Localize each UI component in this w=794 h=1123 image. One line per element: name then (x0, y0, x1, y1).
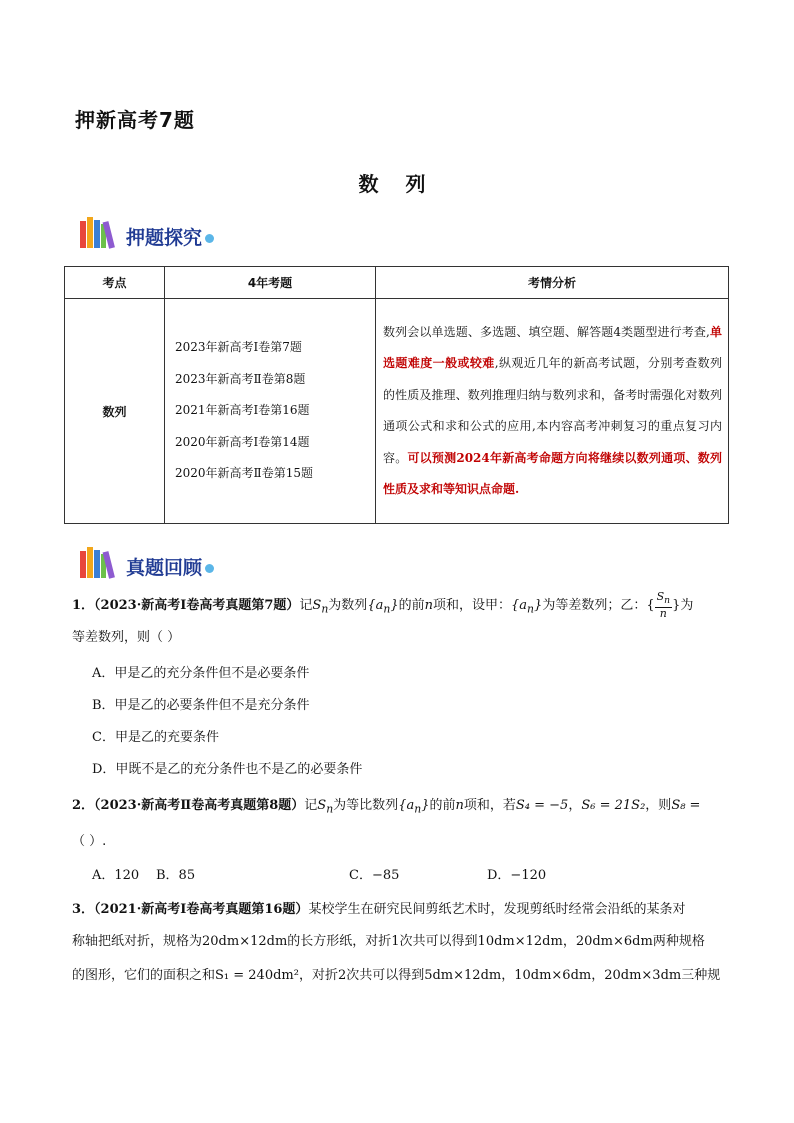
dot-icon (205, 564, 214, 573)
books-icon (78, 215, 123, 249)
question-text: 为 (680, 598, 694, 613)
question-1-line-2: 等差数列，则（ ） (72, 630, 181, 645)
math-condition: S₄ = −5 (515, 798, 569, 813)
math-subscript: n (414, 802, 422, 816)
math-symbol: S (312, 598, 322, 613)
math-fraction (655, 591, 672, 620)
question-number: 2． (72, 798, 95, 813)
option-c: C．甲是乙的充要条件 (92, 730, 219, 745)
table-row (65, 299, 729, 524)
topic-cell: 数列 (65, 299, 165, 524)
math-symbol: } (534, 598, 543, 613)
section-title-review: 真题回顾 (126, 557, 203, 579)
section-header-explore (78, 213, 214, 249)
question-source: （2023·新高考Ⅱ卷高考真题第8题） (94, 798, 305, 813)
question-2: 2．（2023·新高考Ⅱ卷高考真题第8题）记$S_n$为等比数列$\{a_n\}$的前n项和，若S₄ = −5，S₆ = 21S₂，则S₈ = (72, 798, 701, 816)
question-1: 1．（2023·新高考Ⅰ卷高考真题第7题）记$S_n$为数列$\{a_n\}$的前n项和，设甲：$\{a_n\}$为等差数列；乙：{ $\frac{S_n}{n}$ }为 (72, 589, 694, 621)
exam-item: 2023年新高考Ⅱ卷第8题 (175, 371, 306, 386)
question-number: 1． (72, 598, 95, 613)
question-text: 记 (299, 598, 313, 613)
question-2-line-2: （ ）. (72, 834, 107, 849)
option-c: C．−85 (349, 868, 400, 883)
option-a: A．甲是乙的充分条件但不是必要条件 (92, 666, 310, 681)
question-source: （2023·新高考Ⅰ卷高考真题第7题） (94, 598, 300, 613)
exam-item: 2023年新高考Ⅰ卷第7题 (175, 340, 302, 355)
math-target: S₈ = (671, 798, 701, 813)
page-subtitle: 数 列 (358, 172, 436, 196)
question-3-line-3: 的图形，它们的面积之和S₁ = 240dm²，对折2次共可以得到5dm×12dm，10dm×6dm，20dm×3dm三种规 (72, 968, 721, 983)
question-number: 3． (72, 902, 95, 917)
option-b: B．甲是乙的必要条件但不是充分条件 (92, 698, 310, 713)
math-subscript: n (383, 602, 391, 616)
math-symbol: } (390, 598, 399, 613)
math-subscript: n (326, 802, 334, 816)
question-text: ，则 (645, 798, 672, 813)
question-text: 项和，若 (463, 798, 516, 813)
option-d: D．甲既不是乙的充分条件也不是乙的必要条件 (92, 762, 363, 777)
question-text: 为等差数列；乙： (542, 598, 647, 613)
option-d: D．−120 (487, 868, 547, 883)
option-b: B．85 (156, 868, 196, 883)
math-n: n (455, 798, 464, 813)
exam-analysis-table (64, 266, 729, 524)
analysis-text: ,纵观近几年的新高考试题，分别考查数列的性质及推理、数列推理归纳与数列求和，备考时需强化对数列通项公式和求和公式的应用,本内容高考冲刺复习的重点复习内容。 (383, 356, 722, 465)
analysis-text: 数列会以单选题、多选题、填空题、解答题4类题型进行考查, (383, 324, 710, 339)
math-symbol: S (317, 798, 327, 813)
math-seq (367, 598, 399, 616)
math-sn (312, 598, 329, 616)
header-analysis: 考情分析 (376, 267, 729, 299)
question-3 (72, 894, 685, 926)
analysis-highlight: 可以预测2024年新高考命题方向将继续以数列通项、数列性质及求和等知识点命题. (383, 450, 722, 496)
section-title-explore: 押题探究 (126, 227, 203, 249)
math-symbol: {a (398, 798, 415, 813)
main-title: 押新高考7题 (75, 108, 195, 132)
question-text: 为数列 (328, 598, 368, 613)
math-sn (317, 798, 334, 816)
dot-icon (205, 234, 214, 243)
math-symbol: {a (367, 598, 384, 613)
question-3-line-2: 称轴把纸对折，规格为20dm×12dm的长方形纸，对折1次共可以得到10dm×12dm，20dm×6dm两种规格 (72, 934, 705, 949)
analysis-cell (376, 299, 729, 524)
option-a: A．120 (92, 868, 140, 883)
math-symbol: S (656, 589, 665, 603)
question-text: 记 (304, 798, 318, 813)
question-text: 为等比数列 (333, 798, 399, 813)
exams-cell (165, 299, 376, 524)
math-n: n (424, 598, 433, 613)
table-header-row (65, 267, 729, 299)
question-source: （2021·新高考Ⅰ卷高考真题第16题） (94, 902, 309, 917)
section-header-review (78, 543, 214, 579)
math-symbol: n (659, 607, 667, 621)
exam-item: 2020年新高考Ⅰ卷第14题 (175, 434, 310, 449)
analysis-highlight: 单选题难度一般或较难 (383, 324, 722, 370)
question-text: 的前 (429, 798, 456, 813)
question-text: 的前 (398, 598, 425, 613)
question-text: 项和，设甲： (433, 598, 512, 613)
math-subscript: n (527, 602, 535, 616)
math-seq (398, 798, 430, 816)
math-symbol: } (421, 798, 430, 813)
math-subscript: n (321, 602, 329, 616)
header-topic: 考点 (65, 267, 165, 299)
exam-item: 2020年新高考Ⅱ卷第15题 (175, 466, 313, 481)
math-condition: S₆ = 21S₂ (581, 798, 646, 813)
math-symbol: {a (511, 598, 528, 613)
header-exams: 4年考题 (165, 267, 376, 299)
math-subscript: n (664, 595, 671, 607)
question-text: 某校学生在研究民间剪纸艺术时，发现剪纸时经常会沿纸的某条对 (308, 902, 686, 917)
exam-item: 2021年新高考Ⅰ卷第16题 (175, 403, 310, 418)
math-seq (511, 598, 543, 616)
books-icon (78, 545, 123, 579)
